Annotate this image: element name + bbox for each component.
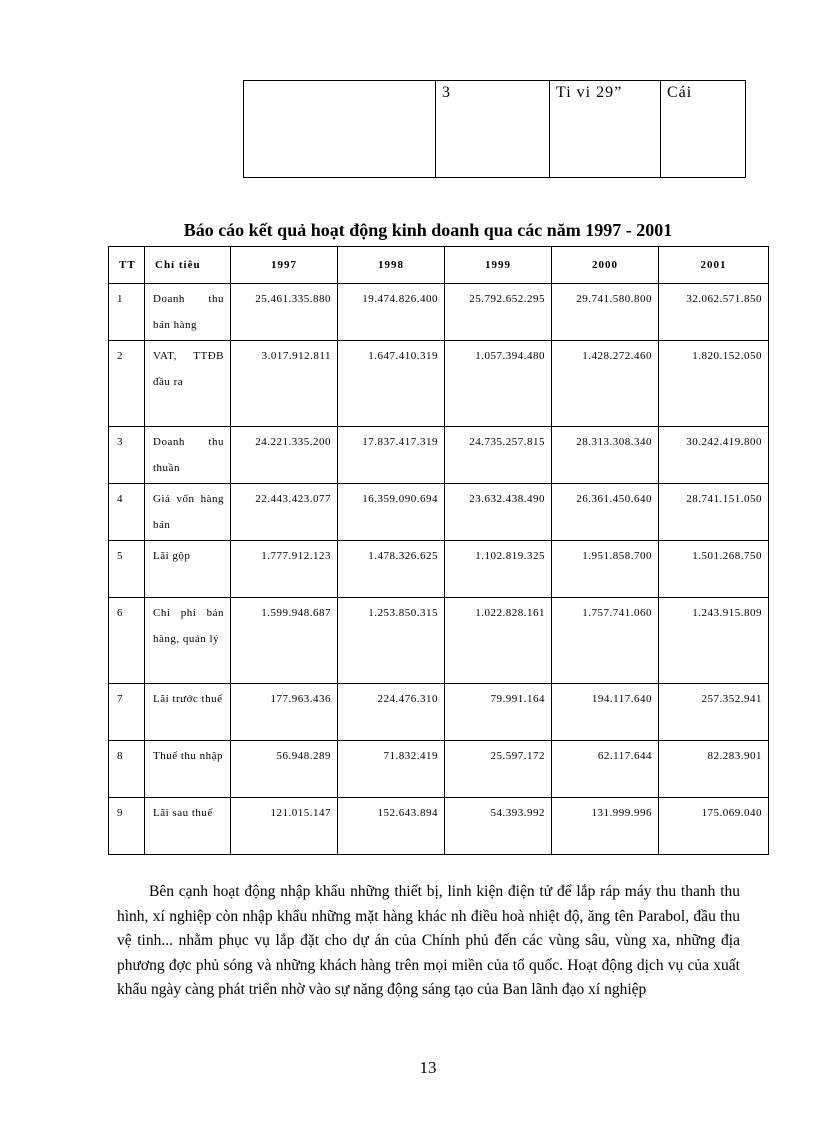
value-cell: 1.478.326.625 bbox=[338, 541, 445, 598]
row-number: 8 bbox=[109, 741, 145, 798]
page-number: 13 bbox=[419, 1058, 437, 1077]
value-cell: 23.632.438.490 bbox=[445, 484, 552, 541]
row-label: Thuế thu nhập bbox=[145, 741, 231, 798]
value-cell: 3.017.912.811 bbox=[231, 341, 338, 427]
table-row bbox=[109, 541, 769, 598]
value-cell: 54.393.992 bbox=[445, 798, 552, 855]
value-cell: 1.757.741.060 bbox=[552, 598, 659, 684]
value-cell: 175.069.040 bbox=[659, 798, 769, 855]
value-cell: 25.792.652.295 bbox=[445, 284, 552, 341]
table-row bbox=[244, 81, 746, 178]
table-header-row bbox=[109, 247, 769, 284]
value-cell: 28.313.308.340 bbox=[552, 427, 659, 484]
body-paragraph: Bên cạnh hoạt động nhập khẩu những thiết bị, linh kiện điện tử để lắp ráp máy thu thanh thu hình, xí nghiệp còn nhập khẩu những mặt hàng khác nh điều hoà nhiệt độ, ăng tên Parabol, đầu thu vệ tinh... nhằm phục vụ lắp đặt cho dự án của Chính phủ đến các vùng sâu, vùng xa, những địa phương đợc phủ sóng và những khách hàng trên mọi miền của tổ quốc. Hoạt động dịch vụ của xuất khẩu ngày càng phát triển nhờ vào sự năng động sáng tạo của Ban lãnh đạo xí nghiệp bbox=[117, 883, 740, 998]
column-header: 2000 bbox=[552, 247, 659, 284]
column-header: 1997 bbox=[231, 247, 338, 284]
value-cell: 26.361.450.640 bbox=[552, 484, 659, 541]
value-cell: 224.476.310 bbox=[338, 684, 445, 741]
value-cell: 25.597.172 bbox=[445, 741, 552, 798]
value-cell: 56.948.289 bbox=[231, 741, 338, 798]
table-row bbox=[109, 684, 769, 741]
table-cell: 3 bbox=[436, 81, 550, 178]
column-header: 2001 bbox=[659, 247, 769, 284]
value-cell: 1.820.152.050 bbox=[659, 341, 769, 427]
value-cell: 1.243.915.809 bbox=[659, 598, 769, 684]
value-cell: 82.283.901 bbox=[659, 741, 769, 798]
value-cell: 25.461.335.880 bbox=[231, 284, 338, 341]
row-number: 4 bbox=[109, 484, 145, 541]
value-cell: 152.643.894 bbox=[338, 798, 445, 855]
value-cell: 1.501.268.750 bbox=[659, 541, 769, 598]
row-number: 2 bbox=[109, 341, 145, 427]
column-header: Chỉ tiêu bbox=[145, 247, 231, 284]
row-label: Chi phí bán hàng, quản lý bbox=[145, 598, 231, 684]
row-label: Lãi trước thuế bbox=[145, 684, 231, 741]
value-cell: 177.963.436 bbox=[231, 684, 338, 741]
value-cell: 24.735.257.815 bbox=[445, 427, 552, 484]
value-cell: 79.991.164 bbox=[445, 684, 552, 741]
value-cell: 16.359.090.694 bbox=[338, 484, 445, 541]
value-cell: 28.741.151.050 bbox=[659, 484, 769, 541]
row-number: 9 bbox=[109, 798, 145, 855]
value-cell: 194.117.640 bbox=[552, 684, 659, 741]
row-number: 1 bbox=[109, 284, 145, 341]
value-cell: 62.117.644 bbox=[552, 741, 659, 798]
row-number: 6 bbox=[109, 598, 145, 684]
value-cell: 131.999.996 bbox=[552, 798, 659, 855]
value-cell: 32.062.571.850 bbox=[659, 284, 769, 341]
value-cell: 1.777.912.123 bbox=[231, 541, 338, 598]
value-cell: 1.022.828.161 bbox=[445, 598, 552, 684]
report-table bbox=[108, 246, 769, 855]
row-label: Lãi sau thuế bbox=[145, 798, 231, 855]
table-row bbox=[109, 484, 769, 541]
table-row bbox=[109, 284, 769, 341]
value-cell: 22.443.423.077 bbox=[231, 484, 338, 541]
value-cell: 257.352.941 bbox=[659, 684, 769, 741]
row-number: 5 bbox=[109, 541, 145, 598]
row-label: Doanh thu bán hàng bbox=[145, 284, 231, 341]
value-cell: 1.253.850.315 bbox=[338, 598, 445, 684]
value-cell: 1.647.410.319 bbox=[338, 341, 445, 427]
value-cell: 1.102.819.325 bbox=[445, 541, 552, 598]
row-number: 3 bbox=[109, 427, 145, 484]
table-row bbox=[109, 598, 769, 684]
table-cell: Cái bbox=[661, 81, 746, 178]
table-row bbox=[109, 798, 769, 855]
row-label: VAT, TTĐB đầu ra bbox=[145, 341, 231, 427]
value-cell: 30.242.419.800 bbox=[659, 427, 769, 484]
value-cell: 1.057.394.480 bbox=[445, 341, 552, 427]
row-label: Giá vốn hàng bán bbox=[145, 484, 231, 541]
value-cell: 29.741.580.800 bbox=[552, 284, 659, 341]
row-label: Doanh thu thuần bbox=[145, 427, 231, 484]
value-cell: 1.951.858.700 bbox=[552, 541, 659, 598]
report-title: Báo cáo kết quả hoạt động kinh doanh qua các năm 1997 - 2001 bbox=[183, 220, 673, 240]
column-header: TT bbox=[109, 247, 145, 284]
table-row bbox=[109, 741, 769, 798]
value-cell: 1.428.272.460 bbox=[552, 341, 659, 427]
value-cell: 19.474.826.400 bbox=[338, 284, 445, 341]
value-cell: 17.837.417.319 bbox=[338, 427, 445, 484]
table-row bbox=[109, 341, 769, 427]
row-number: 7 bbox=[109, 684, 145, 741]
table-row bbox=[109, 427, 769, 484]
table-cell: Ti vi 29” bbox=[550, 81, 661, 178]
column-header: 1999 bbox=[445, 247, 552, 284]
value-cell: 24.221.335.200 bbox=[231, 427, 338, 484]
top-table-fragment bbox=[243, 80, 746, 178]
table-cell bbox=[244, 81, 436, 178]
value-cell: 1.599.948.687 bbox=[231, 598, 338, 684]
value-cell: 71.832.419 bbox=[338, 741, 445, 798]
value-cell: 121.015.147 bbox=[231, 798, 338, 855]
column-header: 1998 bbox=[338, 247, 445, 284]
row-label: Lãi gộp bbox=[145, 541, 231, 598]
